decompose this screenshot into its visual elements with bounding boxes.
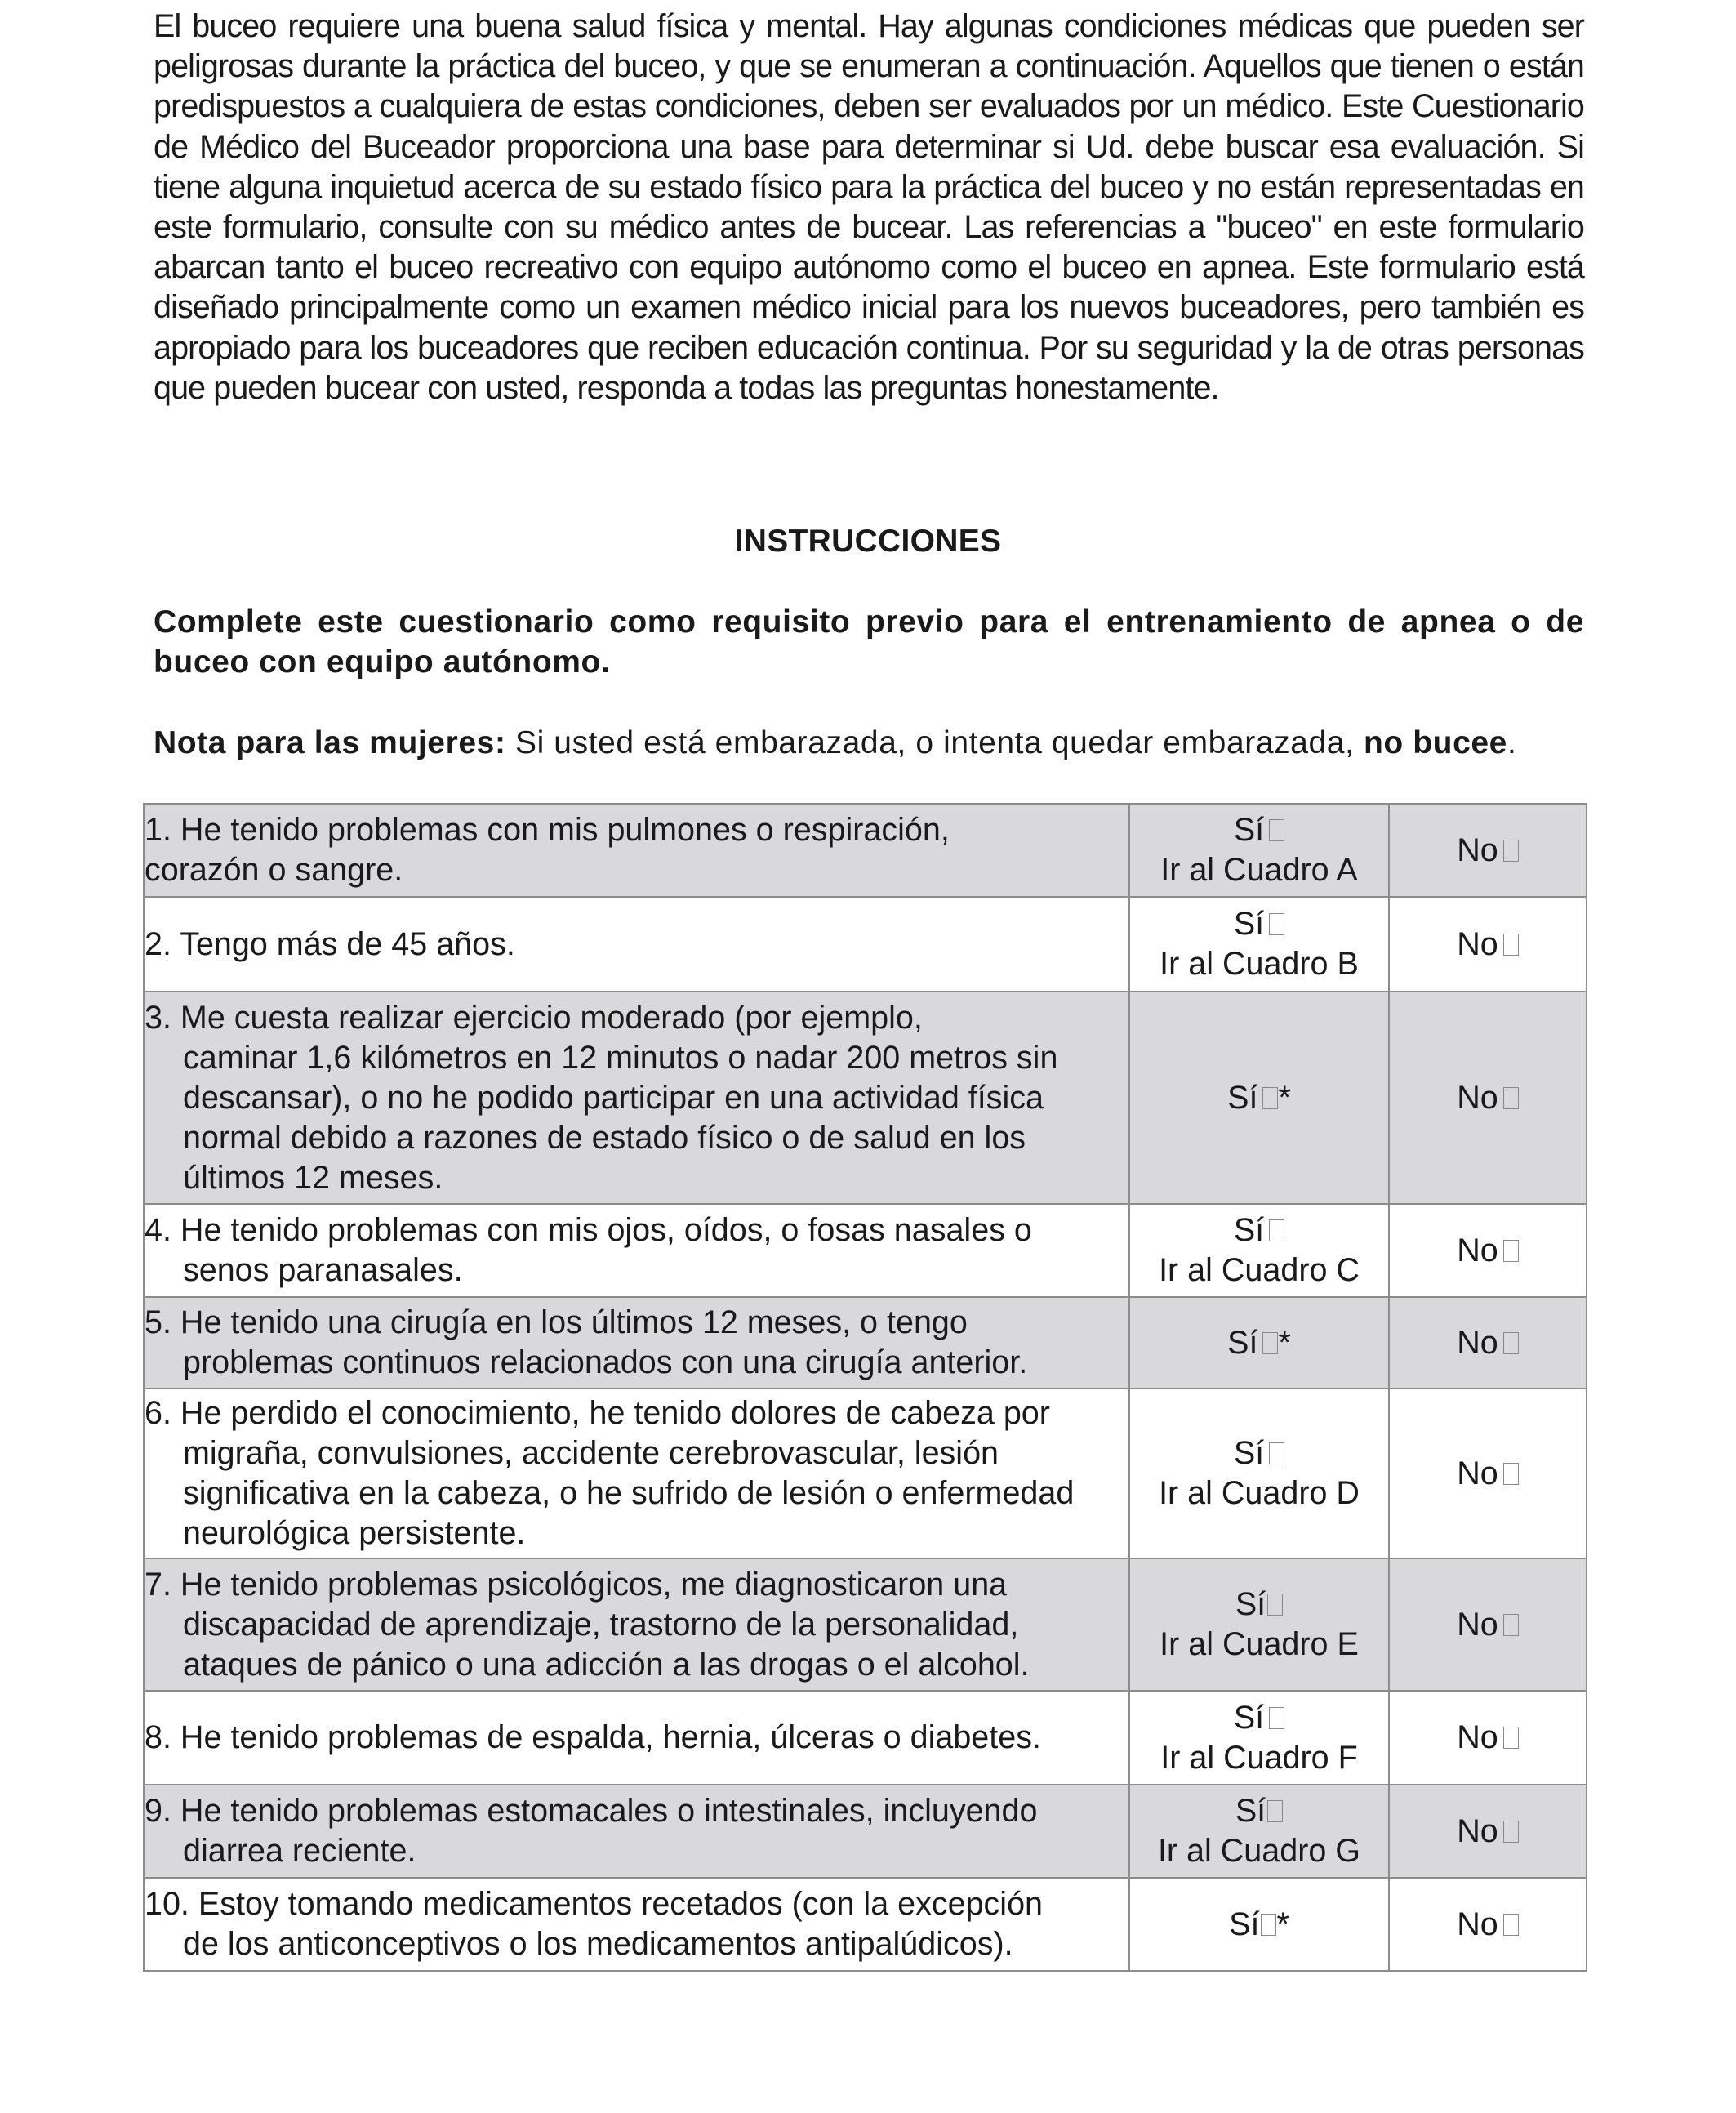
no-label: No [1457,1455,1498,1491]
instructions-heading: INSTRUCCIONES [734,524,1002,559]
no-checkbox[interactable] [1503,1727,1519,1749]
no-option[interactable] [1457,1719,1519,1755]
no-label: No [1457,1606,1498,1643]
question-line: senos paranasales. [183,1252,463,1288]
yes-checkbox[interactable] [1269,1219,1284,1241]
yes-cell [1129,1558,1389,1691]
no-cell [1389,804,1587,897]
no-label: No [1457,1324,1498,1361]
question-line: 10. Estoy tomando medicamentos recetados (con la excepción [145,1886,1044,1922]
question-text [144,804,1129,897]
yes-label: Sí [1235,1793,1266,1829]
question-text [144,1878,1129,1971]
instructions-paragraph: Complete este cuestionario como requisito previo para el entrenamiento de apnea o de buceo con equipo autónomo. [154,604,1584,680]
yes-label: Sí [1229,1906,1260,1942]
no-cell [1389,1691,1587,1785]
yes-cell [1129,1878,1389,1971]
yes-checkbox[interactable] [1269,1707,1284,1729]
yes-checkbox[interactable] [1262,1332,1278,1354]
question-line: caminar 1,6 kilómetros en 12 minutos o nadar 200 metros sin descansar), o no he podido participar en una actividad física normal debido a razones de estado físico o de salud en los últimos 12 meses. [183,1039,1058,1196]
no-option[interactable] [1457,1325,1519,1361]
no-label: No [1457,925,1498,962]
question-text [144,1297,1129,1389]
no-checkbox[interactable] [1503,1087,1519,1109]
question-row-3 [144,992,1587,1204]
yes-cell [1129,1785,1389,1878]
women-note-end: . [1507,725,1517,760]
question-line: de los anticonceptivos o los medicamentos antipalúdicos). [183,1926,1013,1962]
asterisk-mark: * [1278,1079,1291,1116]
goto-box-label: Ir al Cuadro F [1160,1739,1358,1776]
yes-label: Sí [1233,906,1265,942]
question-text [144,1389,1129,1558]
question-line: 7. He tenido problemas psicológicos, me diagnosticaron una [145,1566,1008,1603]
women-note-text: Si usted está embarazada, o intenta quedar embarazada, [505,725,1364,760]
yes-option[interactable] [1234,906,1284,942]
yes-checkbox[interactable] [1269,913,1284,935]
question-row-5 [144,1297,1587,1389]
yes-option[interactable] [1227,1080,1291,1116]
yes-option[interactable] [1235,1586,1283,1622]
no-option[interactable] [1457,832,1519,868]
question-line: 6. He perdido el conocimiento, he tenido dolores de cabeza por [145,1395,1050,1431]
no-checkbox[interactable] [1503,1463,1519,1485]
no-option[interactable] [1457,1906,1519,1942]
question-text [144,1204,1129,1297]
question-line: diarrea reciente. [183,1833,416,1869]
no-label: No [1457,831,1498,868]
yes-option[interactable] [1234,812,1284,848]
no-label: No [1457,1906,1498,1942]
yes-option[interactable] [1234,1700,1284,1736]
no-cell [1389,1878,1587,1971]
women-note-emphasis: no bucee [1363,725,1507,760]
no-option[interactable] [1457,1607,1519,1643]
yes-label: Sí [1233,1212,1265,1248]
no-option[interactable] [1457,1813,1519,1849]
women-note [154,723,1584,763]
yes-checkbox[interactable] [1267,1800,1283,1822]
no-cell [1389,992,1587,1204]
no-cell [1389,1389,1587,1558]
no-checkbox[interactable] [1503,840,1519,862]
question-text [144,992,1129,1204]
no-checkbox[interactable] [1503,1914,1519,1936]
no-label: No [1457,1812,1498,1849]
no-cell [1389,1558,1587,1691]
question-line: 4. He tenido problemas con mis ojos, oídos, o fosas nasales o [145,1212,1032,1248]
question-row-7 [144,1558,1587,1691]
question-line: 2. Tengo más de 45 años. [145,925,515,962]
goto-box-label: Ir al Cuadro A [1160,852,1358,888]
yes-cell [1129,1204,1389,1297]
question-row-6 [144,1389,1587,1558]
no-option[interactable] [1457,1233,1519,1268]
yes-label: Sí [1233,1699,1265,1736]
yes-option[interactable] [1234,1435,1284,1471]
no-label: No [1457,1232,1498,1268]
yes-label: Sí [1235,1586,1266,1622]
no-option[interactable] [1457,1455,1519,1491]
yes-cell [1129,992,1389,1204]
yes-cell [1129,897,1389,992]
yes-cell [1129,1297,1389,1389]
question-line: 1. He tenido problemas con mis pulmones o respiración, [145,812,950,848]
question-row-2 [144,897,1587,992]
question-line: migraña, convulsiones, accidente cerebrovascular, lesión significativa en la cabeza, o he sufrido de lesión o enfermedad neurológica persistente. [183,1435,1075,1551]
yes-checkbox[interactable] [1267,1594,1283,1616]
yes-label: Sí [1227,1324,1258,1361]
yes-checkbox[interactable] [1269,1442,1284,1464]
yes-checkbox[interactable] [1269,819,1284,841]
question-text [144,1691,1129,1785]
yes-cell [1129,804,1389,897]
goto-box-label: Ir al Cuadro B [1160,946,1359,982]
no-checkbox[interactable] [1503,1614,1519,1636]
question-line: corazón o sangre. [145,852,403,888]
goto-box-label: Ir al Cuadro E [1160,1626,1359,1662]
no-checkbox[interactable] [1503,1821,1519,1843]
yes-label: Sí [1227,1079,1258,1116]
yes-checkbox[interactable] [1261,1914,1276,1936]
no-cell [1389,1204,1587,1297]
question-line: 5. He tenido una cirugía en los últimos 12 meses, o tengo [145,1304,968,1340]
yes-option[interactable] [1227,1325,1291,1361]
question-text [144,897,1129,992]
no-checkbox[interactable] [1503,1240,1519,1262]
no-option[interactable] [1457,1080,1519,1116]
question-row-9 [144,1785,1587,1878]
question-text [144,1558,1129,1691]
medical-questions-table [143,803,1587,1972]
yes-label: Sí [1233,812,1265,848]
question-line: problemas continuos relacionados con una cirugía anterior. [183,1344,1028,1380]
no-cell [1389,1785,1587,1878]
asterisk-mark: * [1278,1324,1291,1361]
no-option[interactable] [1457,926,1519,962]
yes-cell [1129,1389,1389,1558]
no-cell [1389,1297,1587,1389]
question-row-10 [144,1878,1587,1971]
asterisk-mark: * [1276,1906,1289,1942]
goto-box-label: Ir al Cuadro G [1157,1833,1361,1869]
yes-option[interactable] [1229,1906,1289,1942]
goto-box-label: Ir al Cuadro D [1159,1475,1360,1511]
no-checkbox[interactable] [1503,1332,1519,1354]
yes-option[interactable] [1234,1212,1284,1248]
question-line: 8. He tenido problemas de espalda, hernia, úlceras o diabetes. [145,1719,1041,1755]
yes-checkbox[interactable] [1262,1087,1278,1109]
yes-label: Sí [1233,1435,1265,1471]
no-cell [1389,897,1587,992]
goto-box-label: Ir al Cuadro C [1159,1252,1360,1288]
question-line: 3. Me cuesta realizar ejercicio moderado (por ejemplo, [145,999,923,1036]
no-checkbox[interactable] [1503,934,1519,956]
question-row-8 [144,1691,1587,1785]
no-label: No [1457,1079,1498,1116]
yes-cell [1129,1691,1389,1785]
question-line: 9. He tenido problemas estomacales o intestinales, incluyendo [145,1793,1038,1829]
intro-paragraph: El buceo requiere una buena salud física y mental. Hay algunas condiciones médicas que pueden ser peligrosas durante la práctica del buceo, y que se enumeran a continuación. Aquellos que tienen o están predispuestos a cualquiera de estas condiciones, deben ser evaluados por un médico. Este Cuestionario de Médico del Buceador proporciona una base para determinar si Ud. debe buscar esa evaluación. Si tiene alguna inquietud acerca de su estado físico para la práctica del buceo y no están representadas en este formulario, consulte con su médico antes de bucear. Las referencias a "buceo" en este formulario abarcan tanto el buceo recreativo con equipo autónomo como el buceo en apnea. Este formulario está diseñado principalmente como un examen médico inicial para los nuevos buceadores, pero también es apropiado para los buceadores que reciben educación continua. Por su seguridad y la de otras personas que pueden bucear con usted, responda a todas las preguntas honestamente. [154,8,1584,406]
no-label: No [1457,1719,1498,1755]
question-text [144,1785,1129,1878]
question-line: discapacidad de aprendizaje, trastorno de la personalidad, ataques de pánico o una adicción a las drogas o el alcohol. [183,1606,1030,1683]
question-row-1 [144,804,1587,897]
women-note-label: Nota para las mujeres: [154,725,506,760]
question-row-4 [144,1204,1587,1297]
yes-option[interactable] [1235,1793,1283,1829]
